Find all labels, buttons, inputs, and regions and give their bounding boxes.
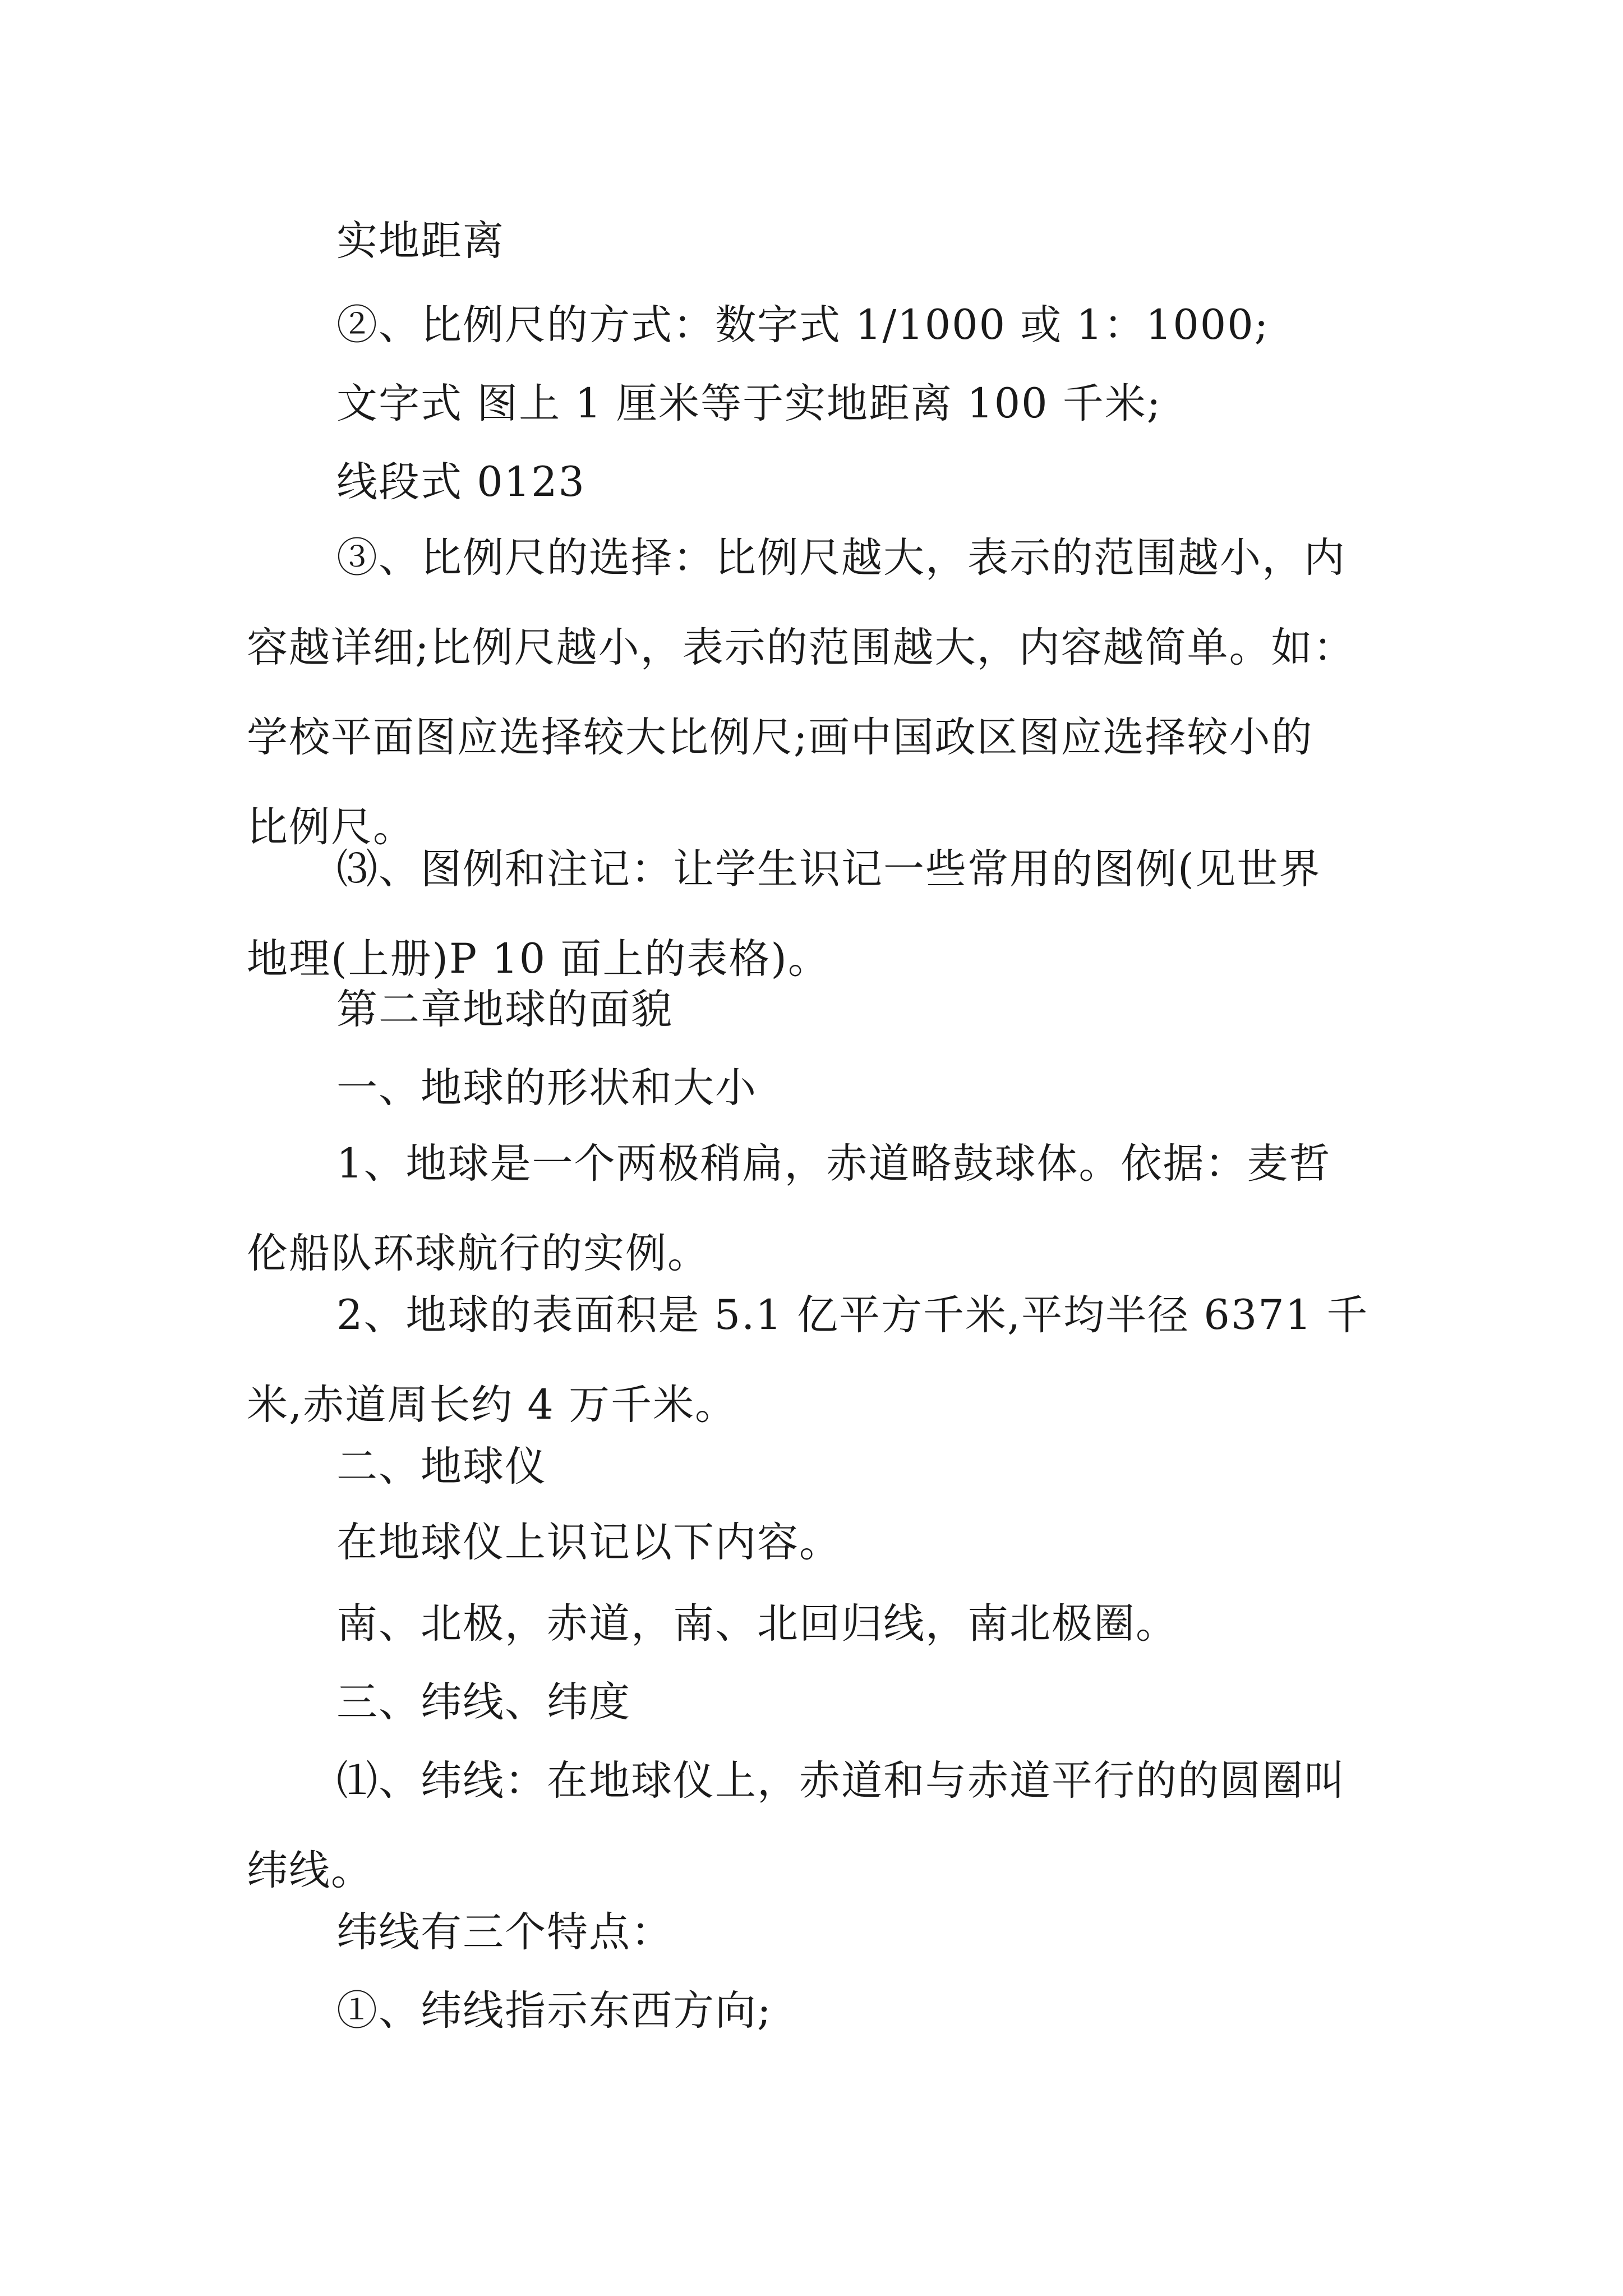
text-line: 2、地球的表面积是 5.1 亿平方千米,平均半径 6371 千 bbox=[336, 1291, 1369, 1339]
text-line: 伦船队环球航行的实例。 bbox=[247, 1230, 709, 1277]
paragraph-scale-formats bbox=[0, 280, 1623, 370]
paragraph-globe-items bbox=[0, 1579, 1623, 1669]
paragraph-globe-intro bbox=[0, 1498, 1623, 1588]
text-line: 文字式 图上 1 厘米等于实地距离 100 千米; bbox=[336, 380, 1162, 427]
text-line: 一、地球的形状和大小 bbox=[336, 1064, 757, 1112]
section-heading-latitude bbox=[0, 1658, 1623, 1747]
text-line: 学校平面图应选择较大比例尺;画中国政区图应选择较小的 bbox=[247, 714, 1313, 761]
paragraph-text-scale bbox=[0, 359, 1623, 449]
chapter-heading bbox=[0, 965, 1623, 1055]
text-line: 第二章地球的面貌 bbox=[336, 986, 673, 1033]
text-line: 纬线有三个特点： bbox=[336, 1908, 673, 1956]
text-line: 纬线。 bbox=[247, 1847, 373, 1894]
text-line: ⑶、图例和注记：让学生识记一些常用的图例(见世界 bbox=[336, 845, 1321, 893]
text-line: ②、比例尺的方式：数字式 1/1000 或 1：1000; bbox=[336, 301, 1270, 349]
text-line: 比例尺。 bbox=[247, 803, 415, 851]
text-line: 南、北极，赤道，南、北回归线，南北极圈。 bbox=[336, 1600, 1178, 1648]
paragraph-latitude-features bbox=[0, 1888, 1623, 1977]
text-line: 线段式 0123 bbox=[336, 458, 585, 506]
text-line: 二、地球仪 bbox=[336, 1443, 547, 1490]
text-line: 1、地球是一个两极稍扁，赤道略鼓球体。依据：麦哲 bbox=[336, 1140, 1331, 1188]
text-line: ⑴、纬线：在地球仪上，赤道和与赤道平行的的圆圈叫 bbox=[336, 1757, 1346, 1805]
text-line: ①、纬线指示东西方向; bbox=[336, 1987, 772, 2035]
text-line: 实地距离 bbox=[336, 217, 505, 265]
text-line: 地理(上册)P 10 面上的表格)。 bbox=[247, 935, 830, 983]
paragraph-latitude-direction bbox=[0, 1966, 1623, 2056]
paragraph-scale-choice bbox=[0, 513, 1623, 872]
text-line: ③、比例尺的选择：比例尺越大，表示的范围越小，内 bbox=[336, 534, 1346, 582]
paragraph-distance bbox=[0, 196, 1623, 286]
text-line: 容越详细;比例尺越小，表示的范围越大，内容越简单。如： bbox=[247, 624, 1355, 671]
text-line: 三、纬线、纬度 bbox=[336, 1678, 631, 1726]
text-line: 米,赤道周长约 4 万千米。 bbox=[247, 1381, 737, 1429]
text-line: 在地球仪上识记以下内容。 bbox=[336, 1519, 841, 1566]
